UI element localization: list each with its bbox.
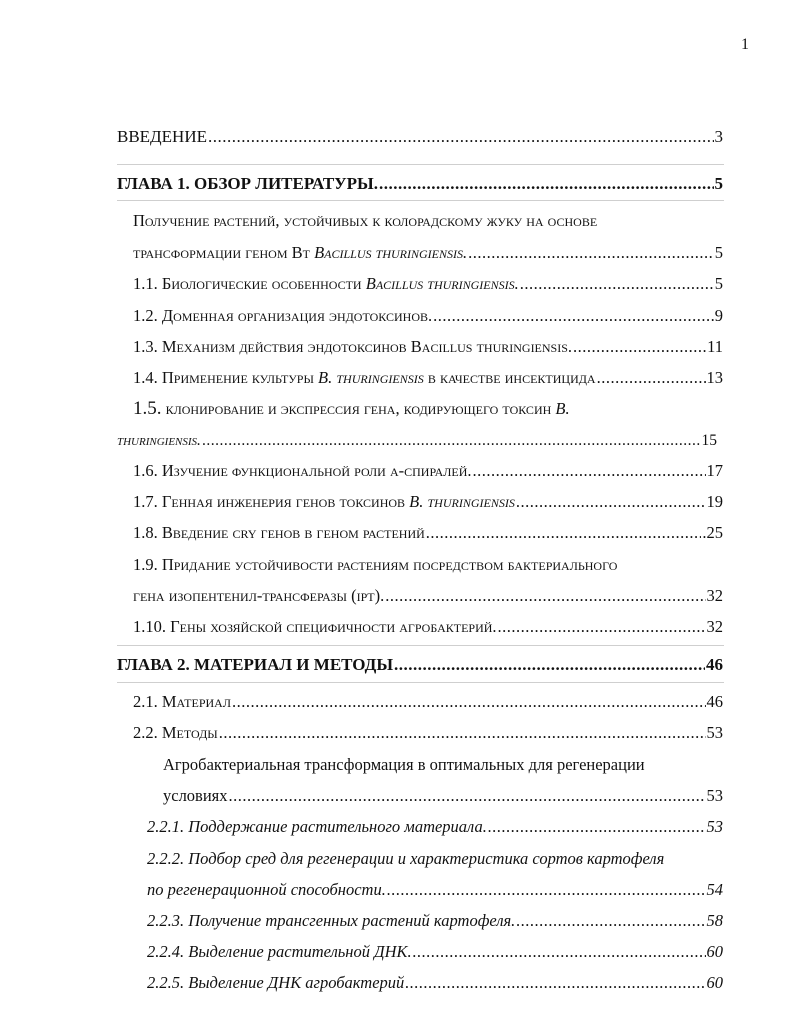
toc-entry-title (133, 399, 570, 419)
toc-entry-title (133, 461, 472, 481)
toc-entry-italic: B. thuringiensis (318, 368, 424, 387)
toc-entry-section-intro-line1[interactable] (133, 211, 723, 231)
toc-entry-2-2-intro[interactable] (163, 786, 723, 806)
toc-entry-page: 46 (706, 655, 723, 674)
toc-entry-1-4[interactable] (133, 368, 723, 388)
dot-leader (208, 127, 714, 147)
toc-entry-page: 17 (706, 461, 723, 480)
page-number: 1 (741, 36, 749, 53)
toc-entry-title (133, 523, 425, 543)
toc-entry-page: 32 (706, 586, 723, 605)
dot-leader (229, 786, 706, 806)
toc-entry-text: Гены хозяйской специфичности агробактерий. (170, 617, 497, 636)
toc-entry-italic: Bacillus thuringiensis. (314, 243, 468, 262)
toc-entry-italic: Bacillus thuringiensis. (365, 274, 519, 293)
toc-entry-text: Введение cry генов в геном растений (161, 523, 425, 542)
dot-leader (379, 174, 714, 194)
dot-leader (387, 880, 706, 900)
toc-entry-number: 1.9. (133, 555, 158, 574)
toc-entry-1-3[interactable] (133, 337, 723, 357)
dot-leader (385, 586, 705, 606)
toc-entry-page: 9 (714, 306, 723, 325)
toc-entry-2-2-3[interactable] (147, 911, 723, 931)
toc-entry-2-2-2-line1[interactable] (147, 849, 723, 869)
toc-entry-title: ГЛАВА 1. ОБЗОР ЛИТЕРАТУРЫ. (117, 174, 378, 193)
toc-entry-title (133, 555, 617, 575)
toc-entry-1-10[interactable] (133, 617, 723, 637)
toc-entry-number: 1.6. (133, 461, 158, 480)
toc-entry-2-2-1[interactable] (147, 817, 723, 837)
toc-entry-number: 1.5. (133, 398, 162, 419)
dot-leader (468, 243, 714, 263)
toc-entry-2-2-2[interactable] (147, 880, 723, 900)
dot-leader (516, 911, 705, 931)
toc-entry-text: Придание устойчивости растениям посредством бактериального (161, 555, 618, 574)
toc-entry-page: 32 (706, 617, 723, 636)
toc-entry-2-2-5[interactable] (147, 973, 723, 993)
toc-entry-text: 2.2.1. Поддержание растительного материала. (147, 817, 487, 836)
dot-leader (426, 523, 702, 543)
toc-entry-1-2[interactable] (133, 306, 723, 326)
toc-entry-2-2-intro-line1[interactable] (163, 755, 723, 775)
dot-leader (488, 817, 706, 837)
toc-entry-number: 1.4. (133, 368, 158, 387)
divider (117, 645, 724, 646)
toc-entry-text: гена изопентенил-трансферазы (ipt). (133, 586, 385, 605)
toc-entry-text: Изучение функциональной роли α-спиралей. (161, 461, 472, 480)
toc-entry-page: 58 (706, 911, 723, 930)
toc-entry-1-6[interactable] (133, 461, 723, 481)
toc-entry-number: 1.7. (133, 492, 158, 511)
toc-entry-number: 1.1. (133, 274, 158, 293)
divider (117, 682, 724, 683)
toc-entry-title (133, 243, 467, 263)
dot-leader (405, 973, 705, 993)
toc-entry-page: 15 (701, 432, 717, 449)
toc-entry-1-9-line1[interactable] (133, 555, 723, 575)
toc-entry-page: 53 (706, 786, 723, 805)
toc-entry-title: Получение растений, устойчивых к колорадскому жуку на основе (133, 211, 598, 230)
toc-entry-title: ВВЕДЕНИЕ (117, 127, 207, 146)
dot-leader (573, 337, 706, 357)
toc-entry-title (133, 368, 596, 388)
toc-entry-page: 19 (706, 492, 723, 511)
toc-entry-1-1[interactable] (133, 274, 723, 294)
dot-leader (520, 274, 714, 294)
toc-entry-page: 5 (714, 174, 723, 193)
dot-leader (473, 461, 706, 481)
toc-entry-text: условиях (163, 786, 228, 805)
dot-leader (433, 306, 714, 326)
toc-entry-text: 2.2.3. Получение трансгенных растений картофеля. (147, 911, 516, 930)
toc-entry-italic: B. (555, 399, 570, 418)
toc-entry-1-7[interactable] (133, 492, 723, 512)
dot-leader (516, 492, 706, 512)
divider (117, 200, 724, 201)
toc-entry-1-8[interactable] (133, 523, 723, 543)
toc-entry-1-9[interactable] (133, 586, 723, 606)
toc-entry-text: Агробактериальная трансформация в оптимальных для регенерации (163, 755, 645, 774)
toc-entry-2-2-4[interactable] (147, 942, 723, 962)
toc-entry-page: .25 (702, 523, 723, 542)
toc-entry-number: 1.10. (133, 617, 166, 636)
toc-entry-1-5[interactable] (117, 431, 717, 451)
toc-entry-page: 60 (706, 973, 723, 992)
toc-entry-page: 60 (706, 942, 723, 961)
dot-leader (219, 723, 706, 743)
toc-entry-page: 13 (706, 368, 723, 387)
toc-entry-page: 3 (714, 127, 723, 146)
toc-entry-page: 5 (714, 243, 723, 262)
dot-leader (202, 431, 701, 451)
toc-entry-2-1[interactable] (133, 692, 723, 712)
toc-entry-number: 1.8. (133, 523, 158, 542)
toc-entry-title (133, 617, 497, 637)
toc-entry-text: Материал (161, 692, 231, 711)
toc-entry-section-intro[interactable] (133, 243, 723, 263)
dot-leader (413, 942, 706, 962)
toc-entry-title (133, 723, 218, 743)
toc-entry-chapter2[interactable] (117, 655, 723, 675)
dot-leader (498, 617, 706, 637)
toc-entry-text: 2.2.2. Подбор сред для регенерации и характеристика сортов картофеля (147, 849, 665, 868)
toc-entry-number: 1.3. (133, 337, 158, 356)
toc-entry-text: клонирование и экспрессия гена, кодирующего токсин (165, 399, 552, 418)
toc-entry-text: Биологические особенности (161, 274, 362, 293)
toc-entry-chapter1[interactable] (117, 174, 723, 194)
toc-entry-title: ГЛАВА 2. МАТЕРИАЛ И МЕТОДЫ (117, 655, 394, 674)
toc-entry-title (133, 337, 572, 357)
dot-leader (394, 655, 705, 675)
toc-entry-page: 5 (714, 274, 723, 293)
toc-entry-title (133, 492, 515, 512)
toc-entry-text: Применение культуры (161, 368, 314, 387)
toc-entry-2-2[interactable] (133, 723, 723, 743)
toc-entry-text: по регенерационной способности. (147, 880, 386, 899)
toc-entry-text: Доменная организация эндотоксинов. (161, 306, 433, 325)
toc-entry-page: 53 (706, 817, 723, 836)
toc-entry-text: 2.2.5. Выделение ДНК агробактерий (147, 973, 405, 992)
toc-entry-text: Генная инженерия генов токсинов (161, 492, 406, 511)
toc-entry-text: трансформации геном Вт (133, 243, 310, 262)
toc-entry-number: 2.2. (133, 723, 158, 742)
dot-leader (232, 692, 706, 712)
toc-entry-title (133, 274, 519, 294)
toc-entry-text: Механизм действия эндотоксинов Bacillus thuringiensis. (161, 337, 573, 356)
toc-entry-number: 1.2. (133, 306, 158, 325)
toc-entry-text: 2.2.4. Выделение растительной ДНК. (147, 942, 412, 961)
dot-leader (597, 368, 706, 388)
toc-entry-page: 53 (706, 723, 723, 742)
toc-entry-page: 11 (707, 337, 723, 356)
toc-entry-page: 54 (706, 880, 723, 899)
toc-entry-number: 2.1. (133, 692, 158, 711)
toc-entry-title (133, 692, 231, 712)
divider (117, 164, 724, 165)
toc-entry-intro[interactable] (117, 127, 723, 147)
toc-entry-1-5-line1[interactable] (133, 399, 723, 419)
toc-entry-italic: thuringiensis. (117, 432, 201, 449)
toc-entry-text: Методы (161, 723, 218, 742)
toc-entry-title (133, 306, 432, 326)
toc-entry-text: в качестве инсектицида (427, 368, 596, 387)
toc-entry-page: 46 (706, 692, 723, 711)
toc-entry-italic: B. thuringiensis (409, 492, 515, 511)
